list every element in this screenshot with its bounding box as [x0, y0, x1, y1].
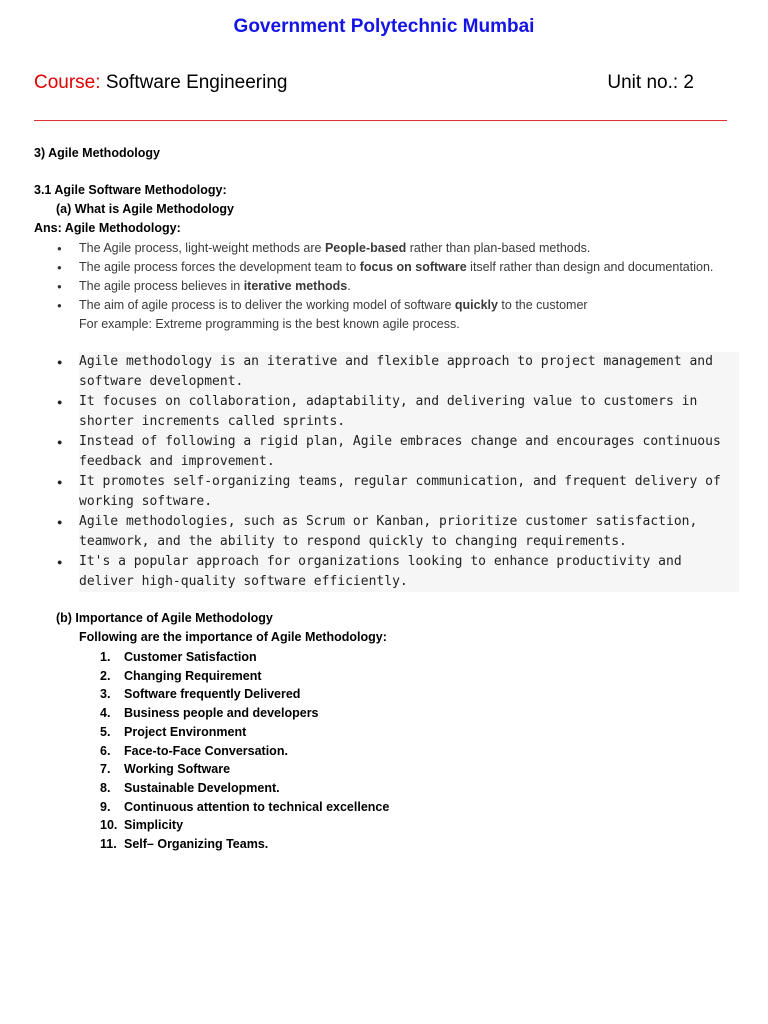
list-item: 4. Business people and developers — [100, 706, 319, 721]
list-item: ● It's a popular approach for organizations looking to enhance productivity and deliver high-quality software efficiently. — [79, 552, 739, 592]
list-item: ● The aim of agile process is to deliver the working model of software quickly to the customer For example: Extreme programming is the best known agile process. — [79, 296, 729, 334]
list-item: 5. Project Environment — [100, 724, 247, 739]
plain-bullet-list — [79, 239, 729, 334]
section-title: 3) Agile Methodology — [34, 146, 160, 160]
list-item: 2. Changing Requirement — [100, 668, 262, 683]
course-label: Course: — [34, 72, 101, 93]
list-item: 10. Simplicity — [100, 818, 184, 833]
subsection-title: 3.1 Agile Software Methodology: — [34, 183, 227, 197]
list-item: ● The Agile process, light-weight methods are People-based rather than plan-based methods. — [79, 239, 729, 258]
list-item: ● The agile process forces the development team to focus on software itself rather than design and documentation. — [79, 258, 729, 277]
course-name: Software Engineering — [105, 72, 288, 93]
list-item: ● Agile methodology is an iterative and flexible approach to project management and software development. — [79, 352, 739, 392]
list-item: 6. Face-to-Face Conversation. — [100, 743, 288, 758]
list-item: 7. Working Software — [100, 762, 231, 777]
list-item: ● The agile process believes in iterative methods. — [79, 277, 729, 296]
part-b-heading: (b) Importance of Agile Methodology — [56, 611, 273, 625]
answer-heading: Ans: Agile Methodology: — [34, 221, 181, 235]
example-note: For example: Extreme programming is the best known agile process. — [79, 317, 460, 331]
list-item: ● Instead of following a rigid plan, Agile embraces change and encourages continuous feedback and improvement. — [79, 432, 739, 472]
list-item: ● It promotes self-organizing teams, regular communication, and frequent delivery of working software. — [79, 472, 739, 512]
list-item: 11. Self– Organizing Teams. — [100, 837, 269, 852]
course-row — [34, 72, 728, 98]
list-item: ● It focuses on collaboration, adaptability, and delivering value to customers in shorter increments called sprints. — [79, 392, 739, 432]
unit-number: Unit no.: 2 — [607, 72, 694, 93]
list-item: 1. Customer Satisfaction — [100, 650, 257, 664]
mono-bullet-list — [79, 352, 739, 592]
part-a-heading: (a) What is Agile Methodology — [56, 202, 235, 216]
list-item: 8. Sustainable Development. — [100, 780, 280, 795]
importance-list — [100, 648, 389, 854]
institute-title: Government Polytechnic Mumbai — [233, 16, 535, 37]
list-item: 9. Continuous attention to technical excellence — [100, 799, 390, 814]
header-divider — [34, 120, 727, 121]
importance-intro: Following are the importance of Agile Methodology: — [79, 630, 387, 644]
list-item: 3. Software frequently Delivered — [100, 687, 301, 702]
list-item: ● Agile methodologies, such as Scrum or Kanban, prioritize customer satisfaction, teamwork, and the ability to respond quickly to changing requirements. — [79, 512, 739, 552]
